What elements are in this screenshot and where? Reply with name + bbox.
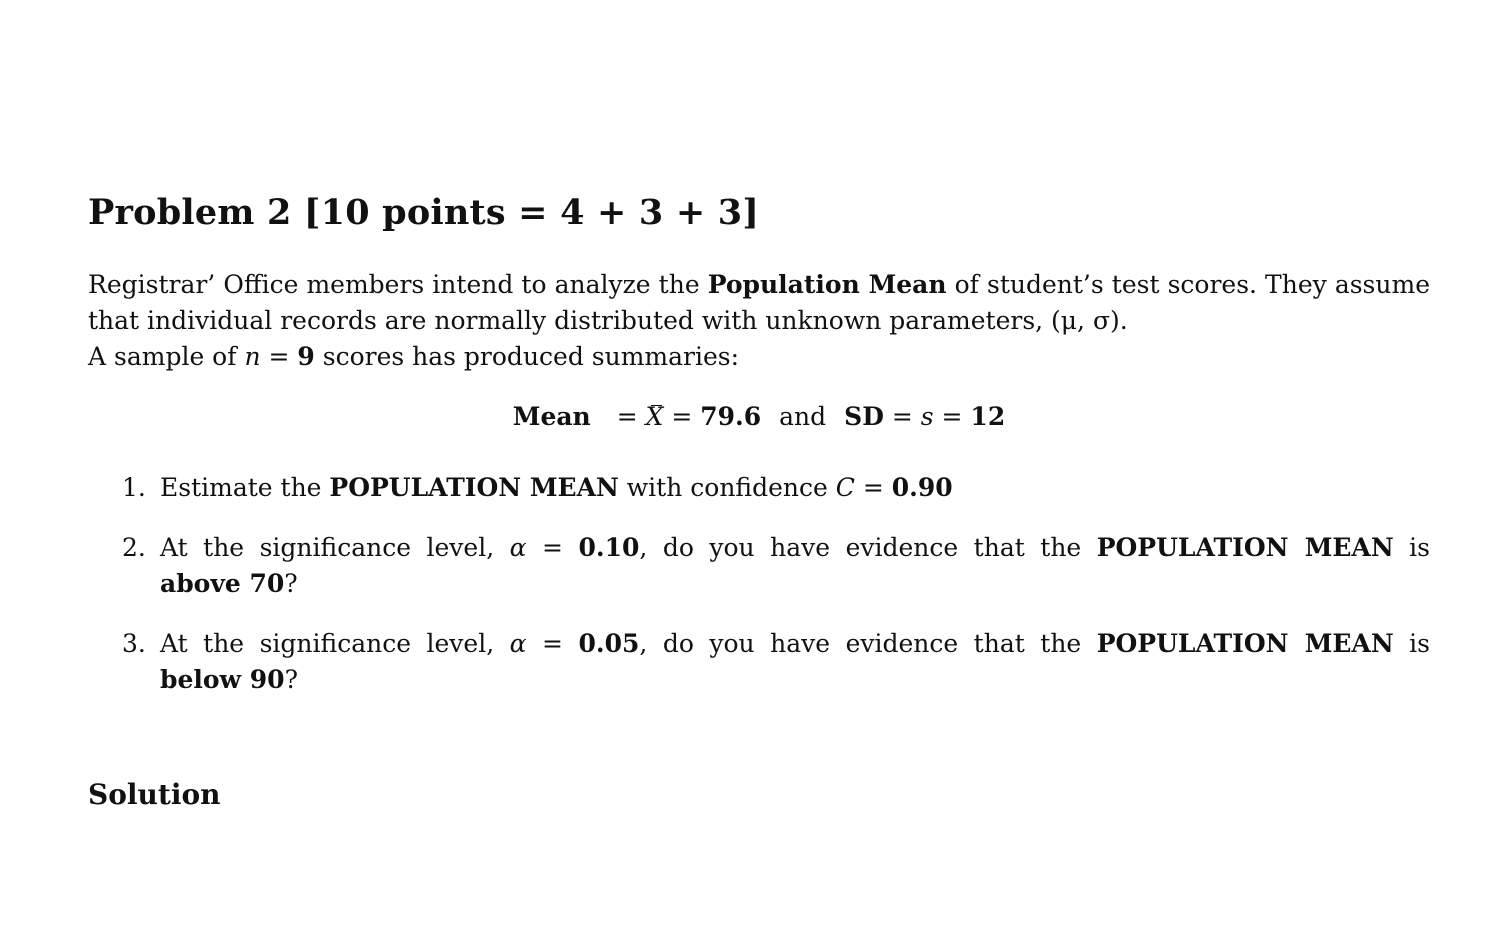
mean-label: Mean xyxy=(512,402,591,431)
question-fragment: At the significance level, xyxy=(160,533,510,562)
math-operator: = xyxy=(933,402,971,431)
question-bold: POPULATION MEAN xyxy=(1096,533,1394,562)
question-fragment: ? xyxy=(284,665,298,694)
xbar-symbol: X xyxy=(645,402,664,431)
intro-line-1 xyxy=(88,267,1430,303)
math-operator: = xyxy=(854,473,892,502)
intro-line-2: that individual records are normally distributed with unknown parameters, (μ, σ). xyxy=(88,306,1128,335)
math-operator: = xyxy=(608,402,646,431)
sd-value: 12 xyxy=(970,402,1006,431)
sample-size-value: 9 xyxy=(297,342,315,371)
intro-text: of student’s test scores. They assume xyxy=(946,270,1430,299)
problem-intro xyxy=(88,267,1430,375)
question-number: 2. xyxy=(122,533,146,562)
question-line xyxy=(160,530,1430,566)
math-operator: = xyxy=(663,402,701,431)
question-fragment: Estimate the xyxy=(160,473,330,502)
question-number: 3. xyxy=(122,629,146,658)
math-operator: = xyxy=(526,629,579,658)
problem-title: Problem 2 [10 points = 4 + 3 + 3] xyxy=(88,192,760,233)
question-text xyxy=(160,530,1430,602)
question-fragment: is xyxy=(1393,629,1431,658)
question-fragment: with confidence xyxy=(618,473,836,502)
question-bold: 0.90 xyxy=(891,473,953,502)
question-bold: 0.05 xyxy=(578,629,640,658)
math-variable: α xyxy=(509,533,527,562)
question-item xyxy=(88,626,1430,698)
question-item xyxy=(88,470,1430,506)
summary-equation xyxy=(88,402,1430,431)
intro-bold-term: Population Mean xyxy=(707,270,947,299)
intro-text: A sample of xyxy=(88,342,245,371)
question-bold: below 90 xyxy=(160,665,285,694)
math-variable: s xyxy=(920,402,934,431)
math-operator: = xyxy=(260,342,298,371)
question-bold: POPULATION MEAN xyxy=(1096,629,1394,658)
intro-line-3 xyxy=(88,339,1430,375)
question-fragment: At the significance level, xyxy=(160,629,510,658)
question-line xyxy=(160,662,1430,698)
intro-text: scores has produced summaries: xyxy=(314,342,740,371)
question-line xyxy=(160,626,1430,662)
question-fragment: ? xyxy=(284,569,298,598)
solution-heading: Solution xyxy=(88,778,221,811)
question-line xyxy=(160,566,1430,602)
question-fragment: , do you have evidence that the xyxy=(639,629,1097,658)
math-operator: = xyxy=(526,533,579,562)
and-word: and xyxy=(779,402,827,431)
question-number: 1. xyxy=(122,473,146,502)
math-variable: n xyxy=(244,342,261,371)
question-item xyxy=(88,530,1430,602)
question-bold: POPULATION MEAN xyxy=(329,473,619,502)
question-bold: 0.10 xyxy=(578,533,640,562)
math-operator: = xyxy=(883,402,921,431)
mean-value: 79.6 xyxy=(700,402,762,431)
question-fragment: is xyxy=(1393,533,1431,562)
question-fragment: , do you have evidence that the xyxy=(639,533,1097,562)
math-variable: α xyxy=(509,629,527,658)
sd-label: SD xyxy=(844,402,884,431)
intro-text: Registrar’ Office members intend to analyze the xyxy=(88,270,708,299)
question-text xyxy=(160,626,1430,698)
question-bold: above 70 xyxy=(160,569,285,598)
question-list xyxy=(88,470,1430,722)
question-text xyxy=(160,470,1430,506)
math-variable: C xyxy=(835,473,855,502)
